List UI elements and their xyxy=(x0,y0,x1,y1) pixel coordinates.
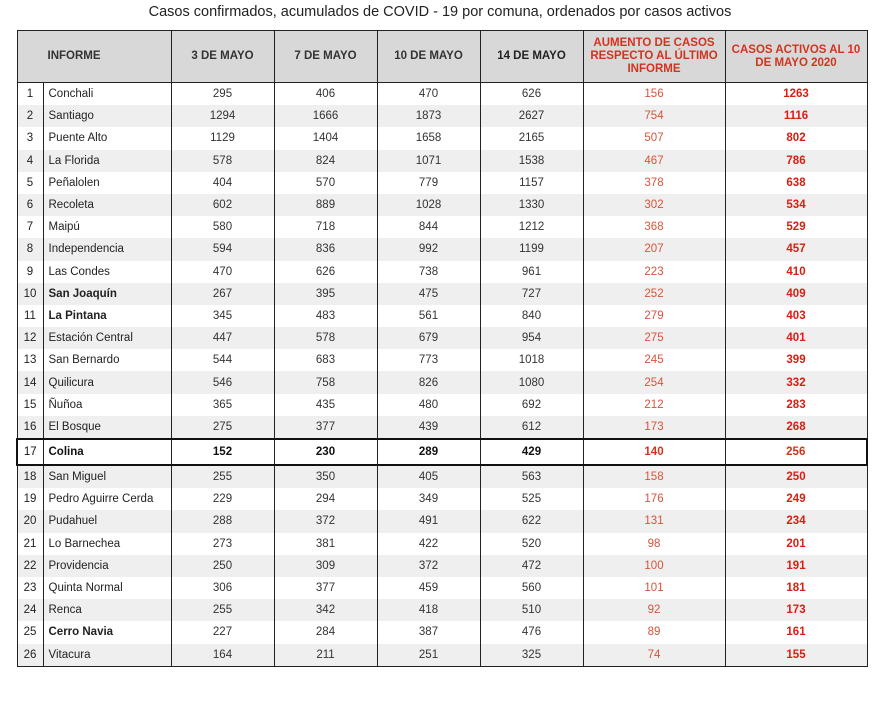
cases-3-mayo: 255 xyxy=(171,599,274,621)
comuna-name: Providencia xyxy=(43,555,171,577)
cases-14-mayo: 1212 xyxy=(480,216,583,238)
cases-3-mayo: 544 xyxy=(171,349,274,371)
covid-cases-table xyxy=(16,30,868,667)
cases-3-mayo: 1294 xyxy=(171,105,274,127)
comuna-name: Pudahuel xyxy=(43,510,171,532)
cases-7-mayo: 1404 xyxy=(274,127,377,149)
cases-10-mayo: 1028 xyxy=(377,194,480,216)
table-row xyxy=(17,283,867,305)
cases-7-mayo: 836 xyxy=(274,238,377,260)
cases-14-mayo: 325 xyxy=(480,644,583,667)
table-row xyxy=(17,488,867,510)
cases-10-mayo: 422 xyxy=(377,533,480,555)
comuna-name: Conchali xyxy=(43,83,171,106)
cases-3-mayo: 447 xyxy=(171,327,274,349)
comuna-name: Recoleta xyxy=(43,194,171,216)
increase-cases: 368 xyxy=(583,216,725,238)
row-number: 23 xyxy=(17,577,43,599)
row-number: 26 xyxy=(17,644,43,667)
header-casos-activos: CASOS ACTIVOS AL 10 DE MAYO 2020 xyxy=(725,31,867,83)
cases-10-mayo: 826 xyxy=(377,371,480,393)
increase-cases: 101 xyxy=(583,577,725,599)
increase-cases: 252 xyxy=(583,283,725,305)
cases-3-mayo: 345 xyxy=(171,305,274,327)
cases-14-mayo: 1538 xyxy=(480,150,583,172)
cases-10-mayo: 470 xyxy=(377,83,480,106)
cases-10-mayo: 349 xyxy=(377,488,480,510)
active-cases: 234 xyxy=(725,510,867,532)
active-cases: 181 xyxy=(725,577,867,599)
row-number: 17 xyxy=(17,439,43,465)
increase-cases: 302 xyxy=(583,194,725,216)
cases-7-mayo: 372 xyxy=(274,510,377,532)
increase-cases: 279 xyxy=(583,305,725,327)
increase-cases: 275 xyxy=(583,327,725,349)
table-row xyxy=(17,577,867,599)
cases-3-mayo: 580 xyxy=(171,216,274,238)
cases-14-mayo: 1330 xyxy=(480,194,583,216)
row-number: 24 xyxy=(17,599,43,621)
cases-3-mayo: 470 xyxy=(171,261,274,283)
table-row xyxy=(17,599,867,621)
cases-10-mayo: 773 xyxy=(377,349,480,371)
increase-cases: 173 xyxy=(583,416,725,439)
row-number: 15 xyxy=(17,394,43,416)
comuna-name: El Bosque xyxy=(43,416,171,439)
active-cases: 786 xyxy=(725,150,867,172)
cases-10-mayo: 251 xyxy=(377,644,480,667)
active-cases: 268 xyxy=(725,416,867,439)
table-row xyxy=(17,105,867,127)
cases-3-mayo: 306 xyxy=(171,577,274,599)
comuna-name: Peñalolen xyxy=(43,172,171,194)
header-row xyxy=(17,31,867,83)
active-cases: 1263 xyxy=(725,83,867,106)
cases-10-mayo: 679 xyxy=(377,327,480,349)
active-cases: 529 xyxy=(725,216,867,238)
table-row xyxy=(17,555,867,577)
header-10-mayo: 10 DE MAYO xyxy=(377,31,480,83)
cases-3-mayo: 288 xyxy=(171,510,274,532)
cases-3-mayo: 365 xyxy=(171,394,274,416)
header-7-mayo: 7 DE MAYO xyxy=(274,31,377,83)
cases-10-mayo: 779 xyxy=(377,172,480,194)
cases-14-mayo: 1199 xyxy=(480,238,583,260)
increase-cases: 754 xyxy=(583,105,725,127)
cases-10-mayo: 992 xyxy=(377,238,480,260)
comuna-name: Maipú xyxy=(43,216,171,238)
cases-7-mayo: 342 xyxy=(274,599,377,621)
cases-7-mayo: 1666 xyxy=(274,105,377,127)
cases-7-mayo: 294 xyxy=(274,488,377,510)
table-row xyxy=(17,533,867,555)
increase-cases: 507 xyxy=(583,127,725,149)
increase-cases: 92 xyxy=(583,599,725,621)
cases-7-mayo: 309 xyxy=(274,555,377,577)
cases-14-mayo: 2165 xyxy=(480,127,583,149)
row-number: 8 xyxy=(17,238,43,260)
comuna-name: La Florida xyxy=(43,150,171,172)
active-cases: 410 xyxy=(725,261,867,283)
active-cases: 249 xyxy=(725,488,867,510)
cases-14-mayo: 1080 xyxy=(480,371,583,393)
table-row xyxy=(17,416,867,439)
comuna-name: San Miguel xyxy=(43,465,171,488)
active-cases: 401 xyxy=(725,327,867,349)
cases-3-mayo: 229 xyxy=(171,488,274,510)
cases-7-mayo: 483 xyxy=(274,305,377,327)
row-number: 1 xyxy=(17,83,43,106)
cases-7-mayo: 381 xyxy=(274,533,377,555)
row-number: 5 xyxy=(17,172,43,194)
active-cases: 409 xyxy=(725,283,867,305)
comuna-name: Santiago xyxy=(43,105,171,127)
active-cases: 534 xyxy=(725,194,867,216)
cases-10-mayo: 289 xyxy=(377,439,480,465)
comuna-name: San Joaquín xyxy=(43,283,171,305)
cases-3-mayo: 546 xyxy=(171,371,274,393)
cases-14-mayo: 727 xyxy=(480,283,583,305)
cases-3-mayo: 1129 xyxy=(171,127,274,149)
row-number: 6 xyxy=(17,194,43,216)
comuna-name: Ñuñoa xyxy=(43,394,171,416)
cases-10-mayo: 1873 xyxy=(377,105,480,127)
header-14-mayo: 14 DE MAYO xyxy=(480,31,583,83)
cases-7-mayo: 230 xyxy=(274,439,377,465)
comuna-name: Las Condes xyxy=(43,261,171,283)
row-number: 12 xyxy=(17,327,43,349)
increase-cases: 176 xyxy=(583,488,725,510)
cases-14-mayo: 612 xyxy=(480,416,583,439)
comuna-name: Colina xyxy=(43,439,171,465)
table-row xyxy=(17,194,867,216)
active-cases: 161 xyxy=(725,621,867,643)
table-row xyxy=(17,305,867,327)
cases-7-mayo: 350 xyxy=(274,465,377,488)
row-number: 14 xyxy=(17,371,43,393)
active-cases: 403 xyxy=(725,305,867,327)
cases-7-mayo: 377 xyxy=(274,577,377,599)
table-row xyxy=(17,127,867,149)
cases-10-mayo: 475 xyxy=(377,283,480,305)
comuna-name: Vitacura xyxy=(43,644,171,667)
cases-7-mayo: 284 xyxy=(274,621,377,643)
cases-10-mayo: 439 xyxy=(377,416,480,439)
increase-cases: 140 xyxy=(583,439,725,465)
increase-cases: 467 xyxy=(583,150,725,172)
cases-14-mayo: 622 xyxy=(480,510,583,532)
cases-3-mayo: 602 xyxy=(171,194,274,216)
cases-3-mayo: 250 xyxy=(171,555,274,577)
comuna-name: Puente Alto xyxy=(43,127,171,149)
active-cases: 173 xyxy=(725,599,867,621)
comuna-name: Estación Central xyxy=(43,327,171,349)
cases-7-mayo: 626 xyxy=(274,261,377,283)
row-number: 13 xyxy=(17,349,43,371)
cases-7-mayo: 570 xyxy=(274,172,377,194)
increase-cases: 378 xyxy=(583,172,725,194)
comuna-name: Quinta Normal xyxy=(43,577,171,599)
table-row xyxy=(17,465,867,488)
row-number: 20 xyxy=(17,510,43,532)
row-number: 9 xyxy=(17,261,43,283)
cases-14-mayo: 954 xyxy=(480,327,583,349)
active-cases: 457 xyxy=(725,238,867,260)
table-row xyxy=(17,439,867,465)
row-number: 22 xyxy=(17,555,43,577)
active-cases: 399 xyxy=(725,349,867,371)
cases-7-mayo: 406 xyxy=(274,83,377,106)
cases-10-mayo: 387 xyxy=(377,621,480,643)
row-number: 21 xyxy=(17,533,43,555)
cases-10-mayo: 1658 xyxy=(377,127,480,149)
increase-cases: 100 xyxy=(583,555,725,577)
header-aumento: AUMENTO DE CASOS RESPECTO AL ÚLTIMO INFORME xyxy=(583,31,725,83)
active-cases: 1116 xyxy=(725,105,867,127)
table-row xyxy=(17,238,867,260)
active-cases: 802 xyxy=(725,127,867,149)
cases-7-mayo: 758 xyxy=(274,371,377,393)
row-number: 25 xyxy=(17,621,43,643)
row-number: 7 xyxy=(17,216,43,238)
comuna-name: Independencia xyxy=(43,238,171,260)
header-3-mayo: 3 DE MAYO xyxy=(171,31,274,83)
increase-cases: 158 xyxy=(583,465,725,488)
cases-7-mayo: 578 xyxy=(274,327,377,349)
active-cases: 191 xyxy=(725,555,867,577)
cases-7-mayo: 435 xyxy=(274,394,377,416)
increase-cases: 156 xyxy=(583,83,725,106)
cases-3-mayo: 164 xyxy=(171,644,274,667)
cases-7-mayo: 211 xyxy=(274,644,377,667)
table-row xyxy=(17,621,867,643)
comuna-name: Renca xyxy=(43,599,171,621)
comuna-name: La Pintana xyxy=(43,305,171,327)
table-title: Casos confirmados, acumulados de COVID - 19 por comuna, ordenados por casos activos xyxy=(148,4,732,20)
cases-10-mayo: 418 xyxy=(377,599,480,621)
row-number: 18 xyxy=(17,465,43,488)
cases-10-mayo: 561 xyxy=(377,305,480,327)
comuna-name: Pedro Aguirre Cerda xyxy=(43,488,171,510)
cases-14-mayo: 563 xyxy=(480,465,583,488)
table-row xyxy=(17,349,867,371)
increase-cases: 245 xyxy=(583,349,725,371)
table-row xyxy=(17,172,867,194)
active-cases: 250 xyxy=(725,465,867,488)
cases-3-mayo: 295 xyxy=(171,83,274,106)
table-row xyxy=(17,261,867,283)
cases-7-mayo: 718 xyxy=(274,216,377,238)
cases-10-mayo: 372 xyxy=(377,555,480,577)
cases-3-mayo: 578 xyxy=(171,150,274,172)
cases-14-mayo: 692 xyxy=(480,394,583,416)
cases-10-mayo: 1071 xyxy=(377,150,480,172)
cases-14-mayo: 1018 xyxy=(480,349,583,371)
increase-cases: 98 xyxy=(583,533,725,555)
row-number: 19 xyxy=(17,488,43,510)
cases-10-mayo: 738 xyxy=(377,261,480,283)
active-cases: 638 xyxy=(725,172,867,194)
table-row xyxy=(17,510,867,532)
row-number: 11 xyxy=(17,305,43,327)
increase-cases: 89 xyxy=(583,621,725,643)
cases-14-mayo: 961 xyxy=(480,261,583,283)
cases-14-mayo: 510 xyxy=(480,599,583,621)
active-cases: 283 xyxy=(725,394,867,416)
cases-3-mayo: 275 xyxy=(171,416,274,439)
cases-10-mayo: 459 xyxy=(377,577,480,599)
cases-14-mayo: 476 xyxy=(480,621,583,643)
comuna-name: San Bernardo xyxy=(43,349,171,371)
comuna-name: Cerro Navia xyxy=(43,621,171,643)
table-row xyxy=(17,371,867,393)
comuna-name: Quilicura xyxy=(43,371,171,393)
table-row xyxy=(17,327,867,349)
row-number: 2 xyxy=(17,105,43,127)
cases-14-mayo: 560 xyxy=(480,577,583,599)
cases-14-mayo: 1157 xyxy=(480,172,583,194)
cases-14-mayo: 520 xyxy=(480,533,583,555)
cases-14-mayo: 429 xyxy=(480,439,583,465)
increase-cases: 212 xyxy=(583,394,725,416)
increase-cases: 74 xyxy=(583,644,725,667)
header-informe: INFORME xyxy=(17,31,171,83)
cases-10-mayo: 480 xyxy=(377,394,480,416)
cases-7-mayo: 824 xyxy=(274,150,377,172)
cases-14-mayo: 525 xyxy=(480,488,583,510)
active-cases: 256 xyxy=(725,439,867,465)
row-number: 10 xyxy=(17,283,43,305)
cases-7-mayo: 377 xyxy=(274,416,377,439)
active-cases: 201 xyxy=(725,533,867,555)
table-row xyxy=(17,394,867,416)
cases-3-mayo: 267 xyxy=(171,283,274,305)
cases-3-mayo: 227 xyxy=(171,621,274,643)
cases-14-mayo: 472 xyxy=(480,555,583,577)
cases-10-mayo: 491 xyxy=(377,510,480,532)
table-row xyxy=(17,83,867,106)
active-cases: 155 xyxy=(725,644,867,667)
cases-3-mayo: 273 xyxy=(171,533,274,555)
increase-cases: 254 xyxy=(583,371,725,393)
active-cases: 332 xyxy=(725,371,867,393)
cases-3-mayo: 255 xyxy=(171,465,274,488)
cases-7-mayo: 683 xyxy=(274,349,377,371)
cases-7-mayo: 395 xyxy=(274,283,377,305)
cases-7-mayo: 889 xyxy=(274,194,377,216)
comuna-name: Lo Barnechea xyxy=(43,533,171,555)
cases-14-mayo: 840 xyxy=(480,305,583,327)
cases-10-mayo: 844 xyxy=(377,216,480,238)
table-row xyxy=(17,644,867,667)
row-number: 4 xyxy=(17,150,43,172)
cases-10-mayo: 405 xyxy=(377,465,480,488)
increase-cases: 207 xyxy=(583,238,725,260)
cases-3-mayo: 404 xyxy=(171,172,274,194)
cases-3-mayo: 594 xyxy=(171,238,274,260)
cases-14-mayo: 626 xyxy=(480,83,583,106)
table-body xyxy=(17,83,867,667)
increase-cases: 131 xyxy=(583,510,725,532)
table-row xyxy=(17,150,867,172)
table-row xyxy=(17,216,867,238)
increase-cases: 223 xyxy=(583,261,725,283)
cases-14-mayo: 2627 xyxy=(480,105,583,127)
row-number: 16 xyxy=(17,416,43,439)
cases-3-mayo: 152 xyxy=(171,439,274,465)
row-number: 3 xyxy=(17,127,43,149)
